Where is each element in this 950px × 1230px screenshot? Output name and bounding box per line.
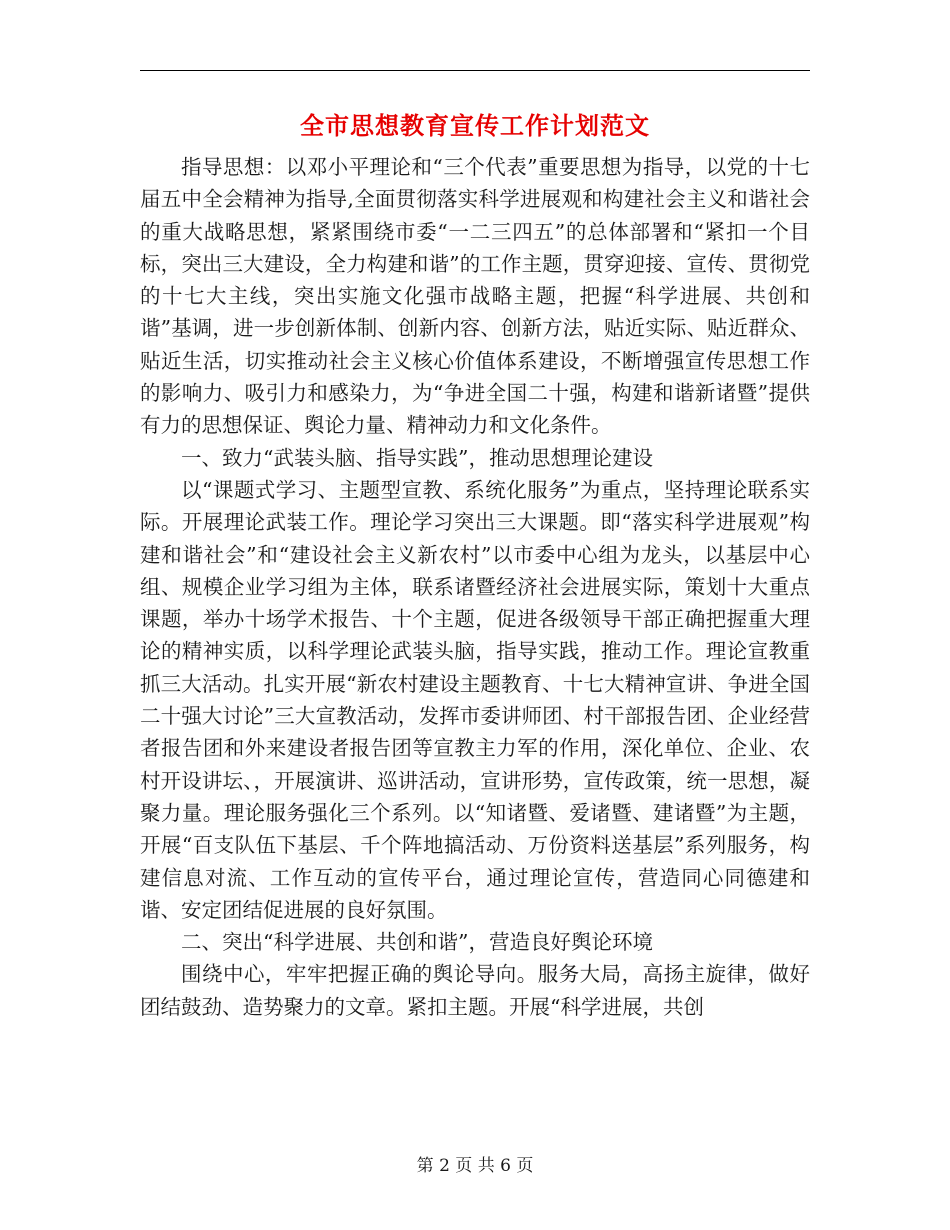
paragraph-guiding-thought: 指导思想：以邓小平理论和“三个代表”重要思想为指导，以党的十七届五中全会精神为指导,全面贯彻落实科学进展观和构建社会主义和谐社会的重大战略思想，紧紧围绕市委“一二三四五”的总体部署和“紧扣一个目标，突出三大建设，全力构建和谐”的工作主题，贯穿迎接、宣传、贯彻党的十七大主线，突出实施文化强市战略主题，把握“科学进展、共创和谐”基调，进一步创新体制、创新内容、创新方法，贴近实际、贴近群众、贴近生活，切实推动社会主义核心价值体系建设，不断增强宣传思想工作的影响力、吸引力和感染力，为“争进全国二十强，构建和谐新诸暨”提供有力的思想保证、舆论力量、精神动力和文化条件。 xyxy=(140,155,810,438)
section-heading-1: 一、致力“武装头脑、指导实践”，推动思想理论建设 xyxy=(181,445,653,470)
section-heading-2: 二、突出“科学进展、共创和谐”，营造良好舆论环境 xyxy=(181,930,653,955)
paragraph-public-opinion: 围绕中心，牢牢把握正确的舆论导向。服务大局，高扬主旋律，做好团结鼓劲、造势聚力的文章。紧扣主题。开展“科学进展，共创 xyxy=(140,962,810,1019)
document-title: 全市思想教育宣传工作计划范文 xyxy=(300,111,650,140)
header-rule xyxy=(140,70,810,71)
page-number-footer: 第 2 页 共 6 页 xyxy=(416,1156,534,1176)
document-body xyxy=(140,151,810,1023)
paragraph-theory-work: 以“课题式学习、主题型宣教、系统化服务”为重点，坚持理论联系实际。开展理论武装工作。理论学习突出三大课题。即“落实科学进展观”构建和谐社会”和“建设社会主义新农村”以市委中心组为龙头，以基层中心组、规模企业学习组为主体，联系诸暨经济社会进展实际，策划十大重点课题，举办十场学术报告、十个主题，促进各级领导干部正确把握重大理论的精神实质，以科学理论武装头脑，指导实践，推动工作。理论宣教重抓三大活动。扎实开展“新农村建设主题教育、十七大精神宣讲、争进全国二十强大讨论”三大宣教活动，发挥市委讲师团、村干部报告团、企业经营者报告团和外来建设者报告团等宣教主力军的作用，深化单位、企业、农村开设讲坛、，开展演讲、巡讲活动，宣讲形势，宣传政策，统一思想，凝聚力量。理论服务强化三个系列。以“知诸暨、爱诸暨、建诸暨”为主题，开展“百支队伍下基层、千个阵地搞活动、万份资料送基层”系列服务，构建信息对流、工作互动的宣传平台，通过理论宣传，营造同心同德建和谐、安定团结促进展的良好氛围。 xyxy=(140,477,810,922)
